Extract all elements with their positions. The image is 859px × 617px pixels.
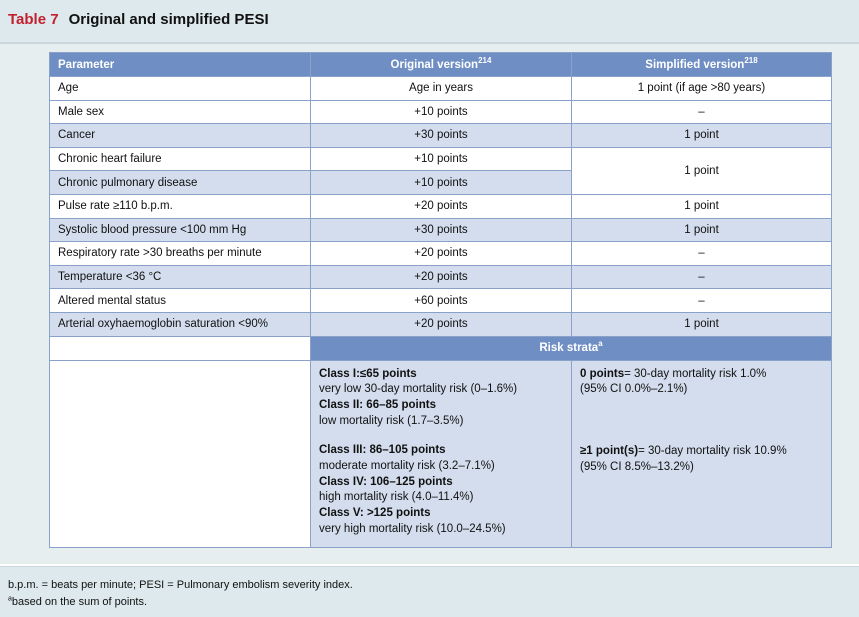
- table-caption: Original and simplified PESI: [68, 11, 269, 28]
- class-label: Class IV: 106–125 points: [319, 475, 453, 488]
- stratum-ci: (95% CI 8.5%–13.2%): [580, 460, 694, 473]
- table-row: [50, 218, 832, 242]
- empty-cell: [50, 336, 311, 360]
- table-row: [50, 147, 832, 171]
- parameter-cell: Male sex: [50, 100, 311, 124]
- table-row: [50, 289, 832, 313]
- table-row: [50, 194, 832, 218]
- parameter-cell: Age: [50, 77, 311, 101]
- simplified-cell: 1 point: [572, 124, 832, 148]
- table-row: [50, 242, 832, 266]
- empty-cell: [50, 360, 311, 547]
- original-cell: +60 points: [311, 289, 572, 313]
- original-cell: +10 points: [311, 147, 572, 171]
- footnotes: [0, 566, 859, 617]
- table-number: Table 7: [8, 11, 59, 28]
- class-desc: very low 30-day mortality risk (0–1.6%): [319, 383, 518, 396]
- class-desc: high mortality risk (4.0–11.4%): [319, 491, 474, 504]
- simplified-cell: 1 point (if age >80 years): [572, 77, 832, 101]
- stratum-line: 0 points= 30-day mortality risk 1.0%: [580, 367, 767, 380]
- parameter-cell: Arterial oxyhaemoglobin saturation <90%: [50, 312, 311, 336]
- table-row: [50, 265, 832, 289]
- abbreviation-note: b.p.m. = beats per minute; PESI = Pulmonary embolism severity index.: [8, 579, 353, 591]
- class-desc: low mortality risk (1.7–3.5%): [319, 414, 464, 427]
- stratum-ci: (95% CI 0.0%–2.1%): [580, 383, 688, 396]
- stratum-line: ≥1 point(s)= 30-day mortality risk 10.9%: [580, 444, 787, 457]
- parameter-cell: Cancer: [50, 124, 311, 148]
- original-cell: +20 points: [311, 194, 572, 218]
- original-cell: +10 points: [311, 100, 572, 124]
- original-cell: +20 points: [311, 312, 572, 336]
- simplified-cell: 1 point: [572, 312, 832, 336]
- header-simplified: Simplified version$^{218}$: [572, 53, 832, 77]
- simplified-cell: –: [572, 289, 832, 313]
- strata-note: $^a$based on the sum of points.: [8, 595, 148, 608]
- parameter-cell: Respiratory rate >30 breaths per minute: [50, 242, 311, 266]
- table-row: [50, 312, 832, 336]
- table-row: [50, 77, 832, 101]
- parameter-cell: Temperature <36 °C: [50, 265, 311, 289]
- header-parameter: Parameter: [50, 53, 311, 77]
- table-header-row: [50, 53, 832, 77]
- parameter-cell: Chronic heart failure: [50, 147, 311, 171]
- class-label: Class III: 86–105 points: [319, 444, 446, 457]
- original-cell: +20 points: [311, 242, 572, 266]
- original-cell: Age in years: [311, 77, 572, 101]
- original-cell: +10 points: [311, 171, 572, 195]
- parameter-cell: Systolic blood pressure <100 mm Hg: [50, 218, 311, 242]
- original-risk-classes: [311, 360, 572, 547]
- original-cell: +20 points: [311, 265, 572, 289]
- class-label: Class V: >125 points: [319, 507, 431, 520]
- class-desc: very high mortality risk (10.0–24.5%): [319, 522, 506, 535]
- parameter-cell: Chronic pulmonary disease: [50, 171, 311, 195]
- table-row: [50, 124, 832, 148]
- class-label: Class II: 66–85 points: [319, 398, 436, 411]
- table-title: [8, 11, 269, 28]
- risk-strata-row: [50, 360, 832, 547]
- table-row: [50, 100, 832, 124]
- class-label: Class I:≤65 points: [319, 367, 417, 380]
- original-cell: +30 points: [311, 124, 572, 148]
- simplified-cell: 1 point: [572, 218, 832, 242]
- risk-strata-header-row: [50, 336, 832, 360]
- simplified-cell-merged: 1 point: [572, 147, 832, 194]
- header-original: Original version$^{214}$: [311, 53, 572, 77]
- class-desc: moderate mortality risk (3.2–7.1%): [319, 460, 495, 473]
- parameter-cell: Pulse rate ≥110 b.p.m.: [50, 194, 311, 218]
- simplified-cell: –: [572, 100, 832, 124]
- simplified-cell: 1 point: [572, 194, 832, 218]
- pesi-table: [49, 52, 832, 548]
- simplified-cell: –: [572, 265, 832, 289]
- parameter-cell: Altered mental status: [50, 289, 311, 313]
- original-cell: +30 points: [311, 218, 572, 242]
- simplified-cell: –: [572, 242, 832, 266]
- simplified-risk-strata: [572, 360, 832, 547]
- risk-strata-header: Risk strata$^a$: [311, 336, 832, 360]
